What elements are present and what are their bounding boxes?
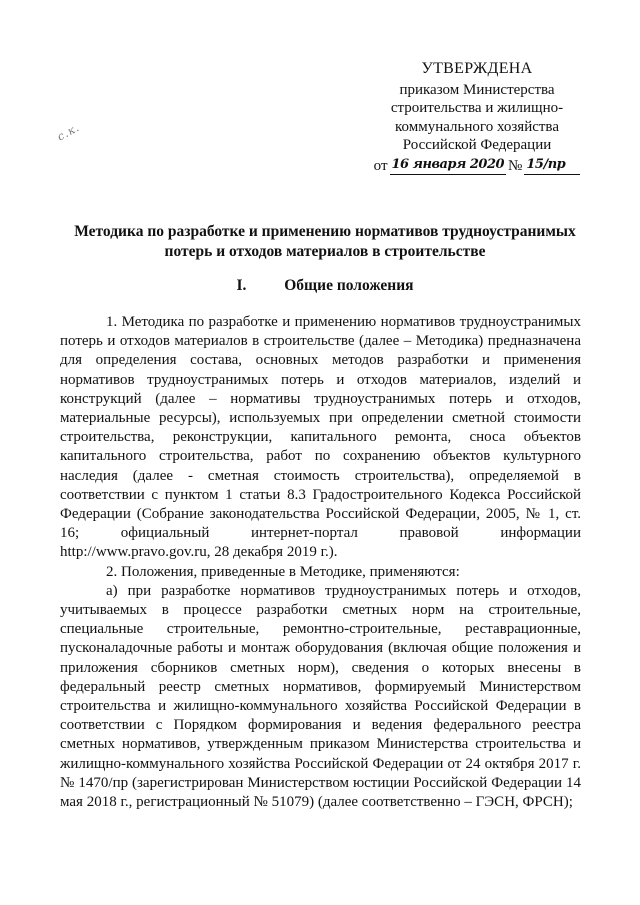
- approval-title: УТВЕРЖДЕНА: [421, 60, 533, 77]
- approval-date-number-row: [372, 156, 582, 176]
- approval-line-4: Российской Федерации: [402, 137, 552, 153]
- from-label: от: [373, 157, 388, 174]
- approval-stamp-block: [372, 60, 582, 175]
- paragraph-2: 2. Положения, приведенные в Методике, применяются:: [106, 563, 460, 580]
- approval-line-2: строительства и жилищно-: [390, 100, 564, 116]
- paragraph-1: 1. Методика по разработке и применению нормативов трудноустранимых потерь и отходов материалов в строительстве (далее – Методика) предназначена для определения состава, основных методов разработки и применения нормативов трудноустранимых потерь и отходов материалов, изделий и конструкций (далее – нормативы трудноустранимых потерь и отходов, материальные ресурсы), используемых при определении сметной стоимости строительства, реконструкции, капитального ремонта, сноса объектов капитального строительства, работ по сохранению объектов культурного наследия (далее - сметная стоимость строительства), определяемой в соответствии с пунктом 1 статьи 8.3 Градостроительного Кодекса Российской Федерации (Собрание законодательства Российской Федерации, 2005, № 1, ст. 16; официальный интернет-портал правовой информации http://www.pravo.gov.ru, 28 декабря 2019 г.).: [60, 314, 581, 561]
- section-heading: [60, 277, 590, 295]
- approval-line-1: приказом Министерства: [399, 81, 555, 98]
- handwritten-date: 16 января 2020: [390, 156, 507, 176]
- margin-handwritten-note: с.к.: [55, 120, 83, 144]
- paragraph-2a: а) при разработке нормативов трудноустранимых потерь и отходов, учитываемых в процессе разработки сметных норм на строительные, специальные строительные, ремонтно-строительные, реставрационные, пусконаладочные работы и монтаж оборудования (включая общие положения и приложения сборников сметных норм), сведения о которых внесены в федеральный реестр сметных нормативов, формируемый Министерством строительства и жилищно-коммунального хозяйства Российской Федерации в соответствии с Порядком формирования и ведения федерального реестра сметных нормативов, утвержденным приказом Министерства строительства и жилищно-коммунального хозяйства Российской Федерации от 24 октября 2017 г. № 1470/пр (зарегистрирован Министерством юстиции Российской Федерации 14 мая 2018 г., регистрационный № 51079) (далее соответственно – ГЭСН, ФРСН);: [60, 582, 581, 811]
- section-title: Общие положения: [284, 277, 414, 294]
- section-number: I.: [236, 277, 247, 294]
- approval-line-3: коммунального хозяйства: [395, 118, 559, 135]
- document-title: Методика по разработке и применению нормативов трудноустранимых потерь и отходов материалов в строительстве: [74, 223, 576, 260]
- body-text: [60, 313, 581, 812]
- handwritten-number: 15/пр: [524, 156, 580, 176]
- number-label: №: [508, 157, 523, 174]
